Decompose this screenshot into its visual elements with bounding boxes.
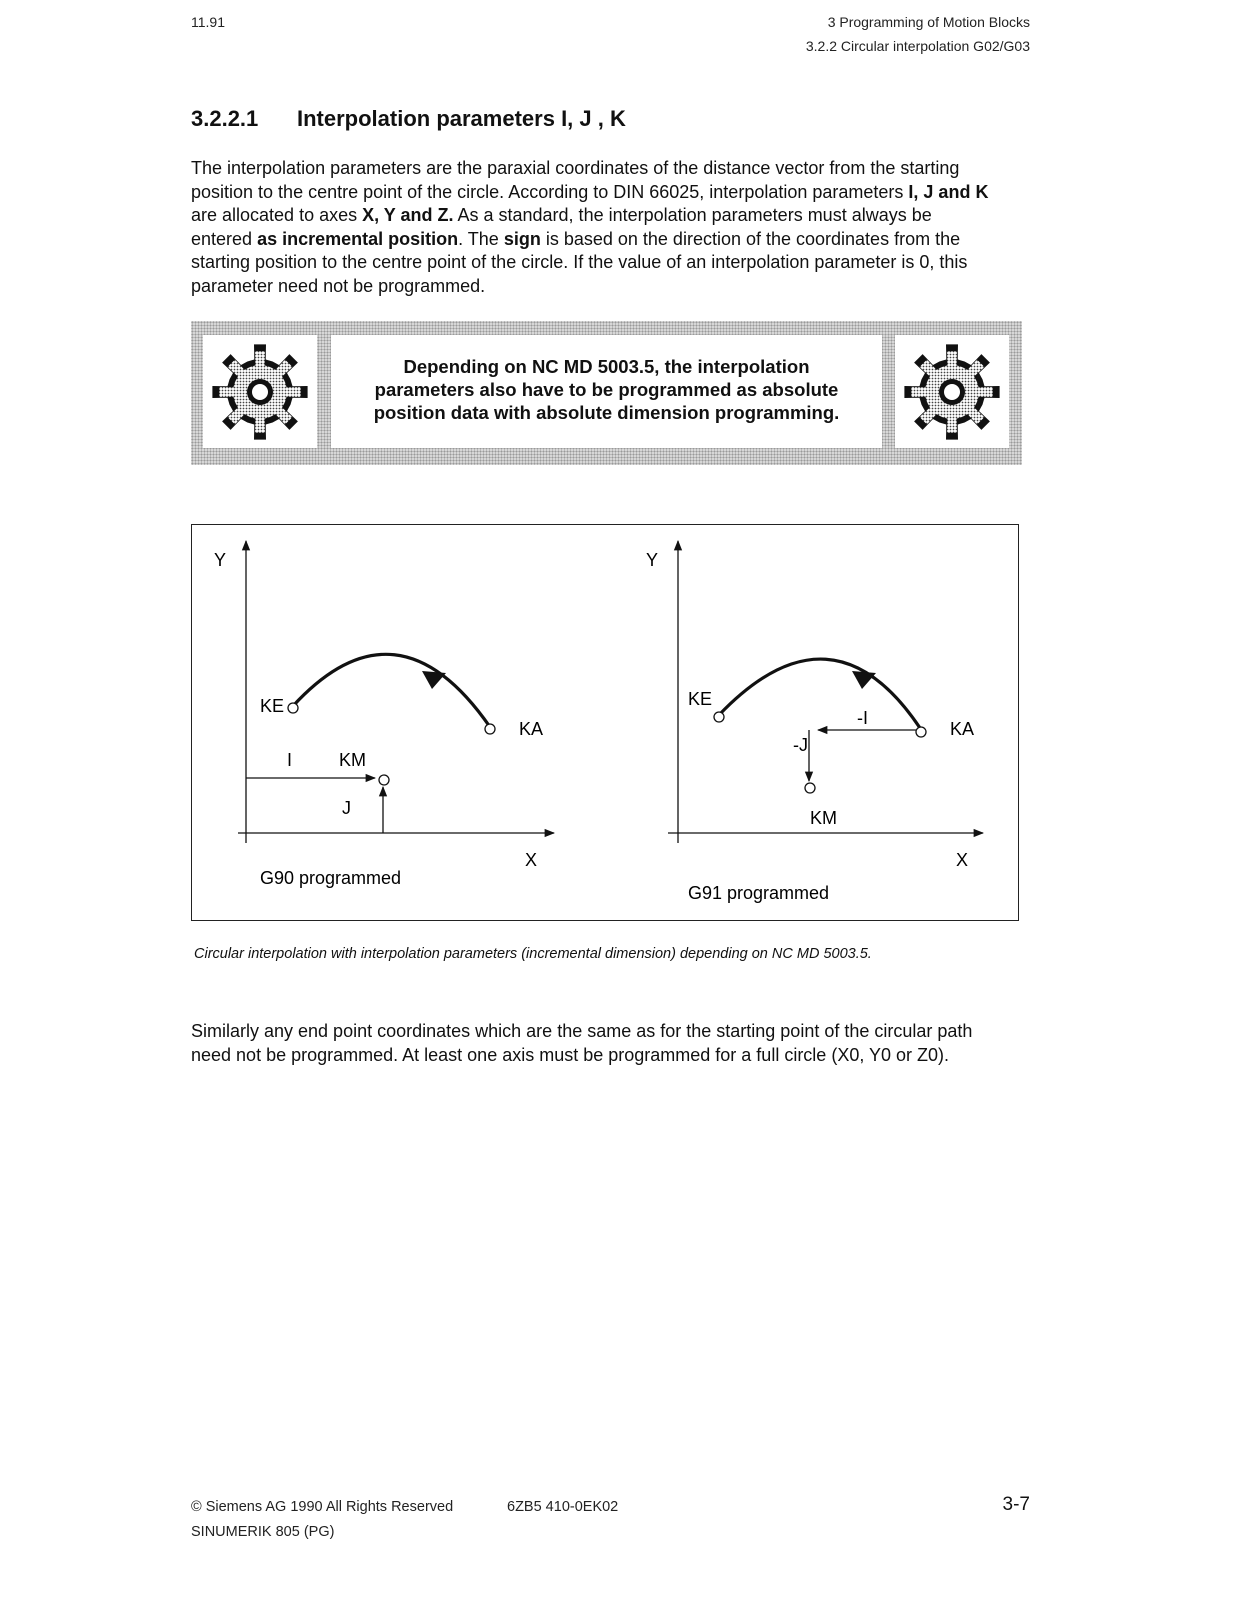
point-ke-left: [288, 703, 298, 713]
point-km-left: [379, 775, 389, 785]
footer-page-number: 3-7: [1002, 1494, 1030, 1515]
label-j-left: J: [342, 798, 351, 818]
note-left-icon-cell: [203, 335, 317, 448]
arc-right: [719, 659, 920, 728]
arc-left: [293, 654, 490, 727]
gear-icon: [203, 335, 317, 448]
label-ke-right: KE: [688, 689, 713, 709]
header-chapter: 3 Programming of Motion Blocks: [827, 14, 1030, 30]
note-text-cell: [331, 335, 882, 448]
diagram-svg: [192, 525, 1018, 920]
outro-paragraph: Similarly any end point coordinates which are the same as for the starting point of the circular path need not be programmed. At least one axis must be programmed for a full circle (X0, Y0 or Z0).: [191, 1021, 973, 1065]
footer-order-number: 6ZB5 410-0EK02: [507, 1499, 619, 1515]
label-ka-right: KA: [950, 719, 975, 739]
intro-text-2: are allocated to axes: [191, 205, 363, 225]
header-date: 11.91: [191, 14, 225, 30]
label-i-left: I: [287, 750, 293, 770]
intro-text-4: . The: [458, 228, 504, 249]
intro-text-3: As a standard, the interpolation parameters must always be entered: [191, 205, 932, 249]
panel-g90: [214, 541, 554, 888]
label-km-right: KM: [810, 808, 837, 828]
label-ka-left: KA: [519, 719, 544, 739]
intro-bold-axes: X, Y and Z.: [362, 205, 454, 225]
intro-bold-sign: sign: [503, 228, 541, 249]
point-ke-right: [714, 712, 724, 722]
diagram-box: [191, 524, 1019, 921]
gear-hub: [252, 384, 268, 400]
point-ka-left: [485, 724, 495, 734]
header-section: 3.2.2 Circular interpolation G02/G03: [805, 38, 1030, 54]
intro-bold-incremental: as incremental position: [257, 228, 459, 249]
point-ka-right: [916, 727, 926, 737]
footer-copyright: © Siemens AG 1990 All Rights Reserved: [191, 1499, 454, 1515]
section-title: Interpolation parameters I, J , K: [297, 106, 626, 131]
note-right-icon-cell: [895, 335, 1009, 448]
note-line-3: position data with absolute dimension programming.: [373, 402, 840, 423]
section-number: 3.2.2.1: [191, 106, 259, 131]
gear-hub: [944, 384, 960, 400]
label-ke-left: KE: [260, 696, 285, 716]
label-x-right: X: [956, 850, 969, 870]
label-y-right: Y: [646, 550, 659, 570]
panel-g91: [646, 541, 983, 903]
label-x-left: X: [525, 850, 538, 870]
arc-arrow-right: [852, 671, 876, 689]
intro-paragraph: [191, 157, 991, 298]
arc-arrow-left: [422, 671, 446, 689]
caption-g91: G91 programmed: [688, 883, 830, 903]
footer-product: SINUMERIK 805 (PG): [191, 1524, 335, 1540]
intro-text-1: The interpolation parameters are the paraxial coordinates of the distance vector from the starting position to the centre point of the circle. According to DIN 66025, interpolation parameters: [191, 158, 960, 202]
label-km-left: KM: [339, 750, 366, 770]
point-km-right: [805, 783, 815, 793]
intro-bold-params: I, J and K: [908, 181, 989, 202]
caption-g90: G90 programmed: [260, 868, 402, 888]
gear-icon: [895, 335, 1009, 448]
note-line-1: Depending on NC MD 5003.5, the interpolation: [403, 356, 810, 377]
note-box: [191, 321, 1022, 465]
note-line-2: parameters also have to be programmed as absolute: [374, 379, 839, 400]
intro-text-5: is based on the direction of the coordinates from the starting position to the centre point of the circle. If the value of an interpolation parameter is 0, this parameter need not be programmed.: [191, 228, 968, 296]
figure-caption: Circular interpolation with interpolation parameters (incremental dimension) depending on NC MD 5003.5.: [194, 946, 872, 962]
label-i-right: -I: [857, 708, 868, 728]
label-y-left: Y: [214, 550, 227, 570]
label-j-right: -J: [793, 735, 808, 755]
